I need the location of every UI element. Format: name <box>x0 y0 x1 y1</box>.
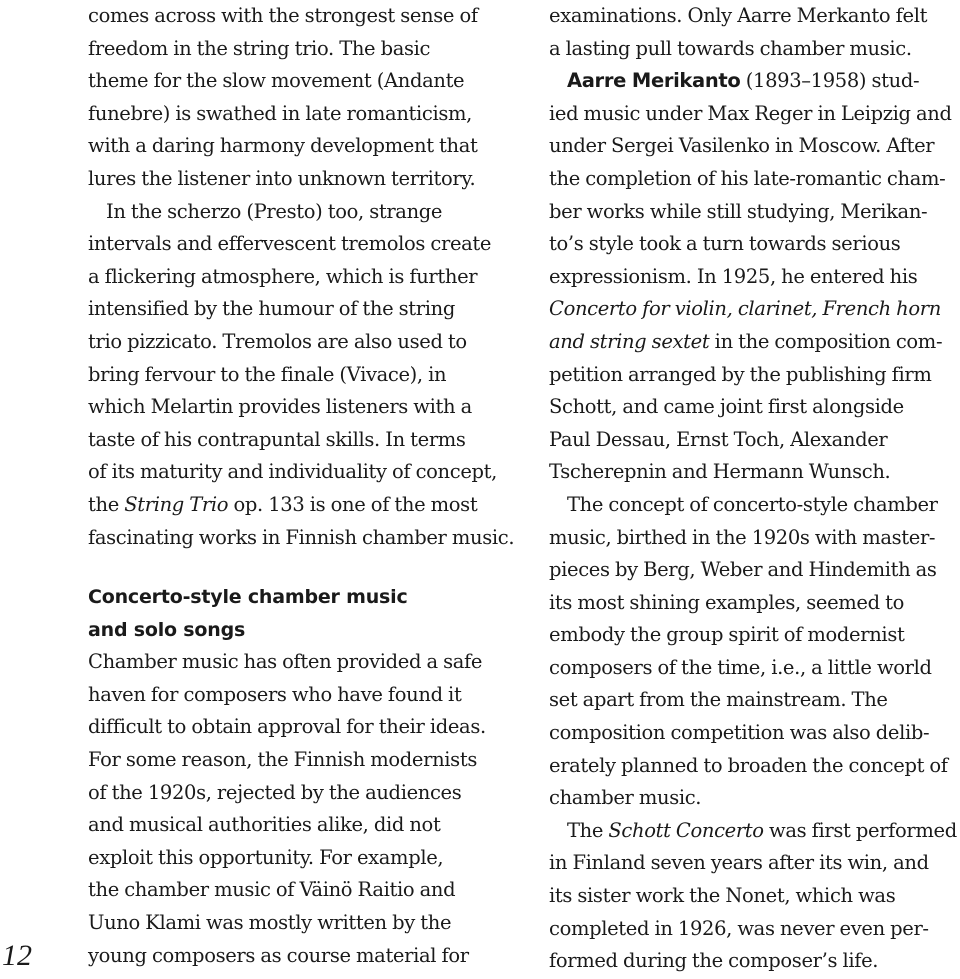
text-line: set apart from the mainstream. The <box>549 688 888 712</box>
work-title: String Trio <box>124 492 229 516</box>
text-fragment: was first performed <box>763 818 957 842</box>
text-line: funebre) is swathed in late romanticism, <box>88 101 473 125</box>
text-line: theme for the slow movement (Andante <box>88 69 465 93</box>
text-line: a flickering atmosphere, which is further <box>88 264 478 288</box>
text-fragment: (1893–1958) stud- <box>740 69 920 93</box>
paragraph-continuation <box>549 0 960 65</box>
text-line: ber works while still studying, Merikan- <box>549 199 928 223</box>
text-line: bring fervour to the finale (Vivace), in <box>88 362 447 386</box>
text-line: its sister work the Nonet, which was <box>549 884 896 908</box>
paragraph-melartin-trio <box>88 0 508 196</box>
paragraph-concept <box>549 489 960 815</box>
right-column <box>549 0 960 978</box>
text-line: lures the listener into unknown territory. <box>88 166 476 190</box>
text-line: taste of his contrapuntal skills. In terms <box>88 427 466 451</box>
paragraph-scherzo <box>88 196 515 555</box>
heading-line: Concerto-style chamber music <box>88 586 408 609</box>
text-line: embody the group spirit of modernist <box>549 623 905 647</box>
text-line: intensified by the humour of the string <box>88 297 455 321</box>
text-line: examinations. Only Aarre Merkanto felt <box>549 4 928 27</box>
text-fragment: op. 133 is one of the most <box>228 492 478 516</box>
text-line: In the scherzo (Presto) too, strange <box>106 199 443 223</box>
paragraph-schott-concerto <box>549 815 960 978</box>
text-line: Tscherepnin and Hermann Wunsch. <box>549 460 891 484</box>
left-column <box>88 0 515 972</box>
text-line <box>549 65 960 98</box>
text-line: intervals and effervescent tremolos create <box>88 232 492 256</box>
heading-line: and solo songs <box>88 618 246 641</box>
text-line: exploit this opportunity. For example, <box>88 845 444 869</box>
text-line: the completion of his late-romantic cham- <box>549 166 946 190</box>
text-line <box>549 326 960 359</box>
text-line: Chamber music has often provided a safe <box>88 650 483 674</box>
text-line: ied music under Max Reger in Leipzig and <box>549 101 952 125</box>
work-title: and string sextet <box>549 329 710 353</box>
text-line: fascinating works in Finnish chamber music. <box>88 525 515 549</box>
text-line: formed during the composer’s life. <box>549 949 879 973</box>
text-line: Uuno Klami was mostly written by the <box>88 911 452 935</box>
text-line: to’s style took a turn towards serious <box>549 232 901 256</box>
text-line <box>549 293 960 326</box>
text-line: under Sergei Vasilenko in Moscow. After <box>549 134 935 158</box>
text-fragment: in the composition com- <box>709 329 943 353</box>
text-line: the chamber music of Väinö Raitio and <box>88 878 456 902</box>
section-gap <box>88 554 508 581</box>
text-line: Paul Dessau, Ernst Toch, Alexander <box>549 427 888 451</box>
text-line: a lasting pull towards chamber music. <box>549 36 912 60</box>
text-line: freedom in the string trio. The basic <box>88 36 431 60</box>
section-heading <box>88 581 508 646</box>
text-line: Schott, and came joint first alongside <box>549 395 904 419</box>
work-title: Concerto for violin, clarinet, French horn <box>549 297 941 321</box>
text-line: of the 1920s, rejected by the audiences <box>88 780 462 804</box>
text-line: erately planned to broaden the concept of <box>549 753 948 777</box>
text-line <box>549 815 960 848</box>
text-line: composition competition was also delib- <box>549 721 930 745</box>
page-number: 12 <box>2 939 32 972</box>
work-title: Schott Concerto <box>608 818 764 842</box>
text-line: haven for composers who have found it <box>88 682 462 706</box>
text-line: completed in 1926, was never even per- <box>549 916 929 940</box>
text-line: The concept of concerto-style chamber <box>567 492 938 516</box>
text-line: difficult to obtain approval for their ideas. <box>88 715 486 739</box>
text-line: its most shining examples, seemed to <box>549 590 904 614</box>
text-line: comes across with the strongest sense of <box>88 4 478 27</box>
text-line: trio pizzicato. Tremolos are also used to <box>88 329 467 353</box>
text-line: composers of the time, i.e., a little world <box>549 655 932 679</box>
text-line: young composers as course material for <box>88 943 469 967</box>
text-line: expressionism. In 1925, he entered his <box>549 264 918 288</box>
paragraph-chamber-music <box>88 646 508 972</box>
composer-name: Aarre Merikanto <box>567 69 741 93</box>
text-line: with a daring harmony development that <box>88 134 478 158</box>
text-fragment: the <box>88 492 125 516</box>
paragraph-merikanto <box>549 65 960 489</box>
text-line: pieces by Berg, Weber and Hindemith as <box>549 558 937 582</box>
text-line <box>88 489 508 522</box>
text-line: For some reason, the Finnish modernists <box>88 748 477 772</box>
text-line: of its maturity and individuality of concept, <box>88 460 497 484</box>
text-line: petition arranged by the publishing firm <box>549 362 932 386</box>
text-line: music, birthed in the 1920s with master- <box>549 525 936 549</box>
text-line: chamber music. <box>549 786 702 810</box>
text-line: in Finland seven years after its win, and <box>549 851 929 875</box>
text-line: and musical authorities alike, did not <box>88 813 441 837</box>
text-fragment: The <box>567 818 609 842</box>
text-line: which Melartin provides listeners with a <box>88 395 472 419</box>
